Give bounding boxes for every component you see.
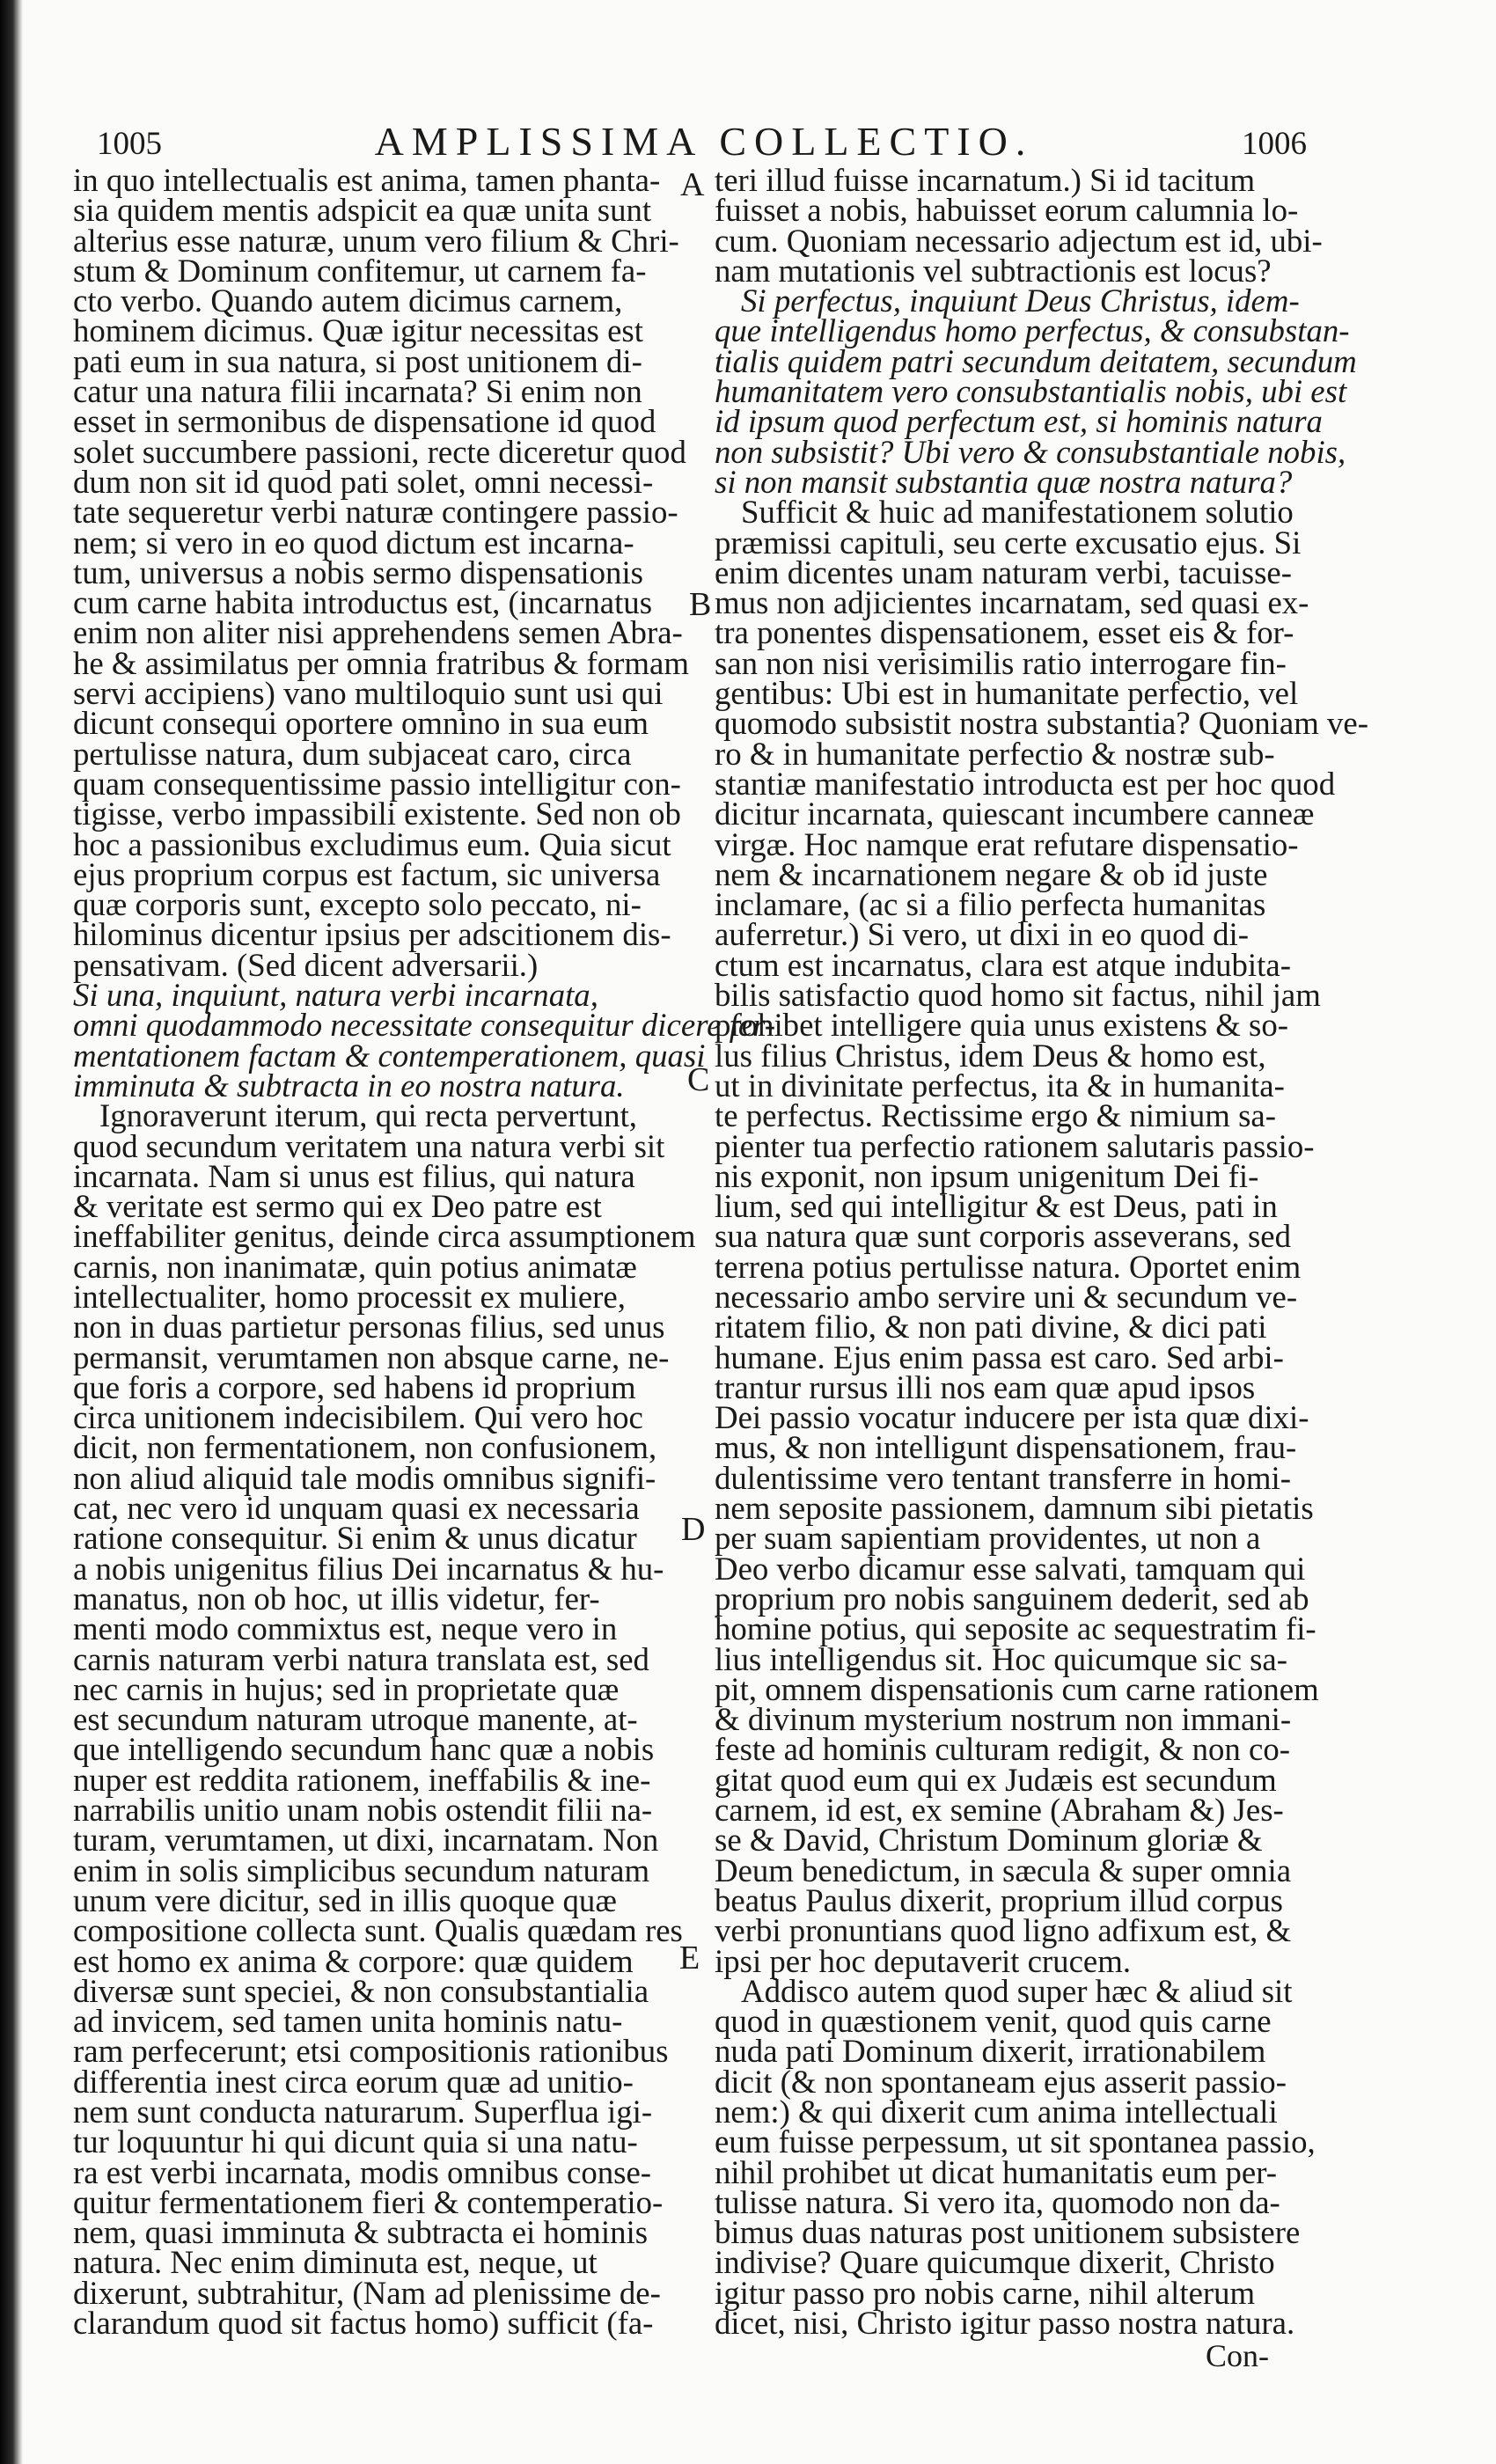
left-column-line: permansit, verumtamen non absque carne, ne- (73, 1338, 670, 1375)
left-column-line: est homo ex anima & corpore: quæ quidem (73, 1942, 634, 1979)
margin-marker-d: D (681, 1511, 706, 1548)
left-column-line: in quo intellectualis est anima, tamen phanta- (73, 162, 661, 198)
right-column-line: gitat quod eum qui ex Judæis est secundum (715, 1761, 1277, 1798)
right-column-line: terrena potius pertulisse natura. Oportet enim (715, 1248, 1302, 1285)
right-column-line: tra ponentes dispensationem, esset eis & for- (715, 614, 1294, 651)
right-column-line: que intelligendus homo perfectus, & consubstan- (715, 312, 1350, 349)
right-column-line: nem:) & qui dixerit cum anima intellectuali (715, 2094, 1278, 2130)
right-column-line: san non nisi verisimilis ratio interrogare fin- (715, 644, 1287, 681)
left-column-line: circa unitionem indecisibilem. Qui vero hoc (73, 1399, 643, 1436)
catchword: Con- (1206, 2338, 1269, 2373)
left-column-line: dicunt consequi oportere omnino in sua eum (73, 705, 649, 742)
left-column-line: intellectualiter, homo processit ex muliere, (73, 1278, 626, 1315)
left-column-line: nuper est reddita rationem, ineffabilis & ine- (73, 1761, 651, 1798)
right-column-line: proprium pro nobis sanguinem dederit, sed ab (715, 1580, 1309, 1617)
right-column-line: te perfectus. Rectissime ergo & nimium sa- (715, 1097, 1276, 1134)
right-column-line: sua natura quæ sunt corporis asseverans, sed (715, 1218, 1292, 1255)
left-column-line: narrabilis unitio unam nobis ostendit filii na- (73, 1792, 653, 1829)
right-column-line: ctum est incarnatus, clara est atque indubita- (715, 946, 1291, 983)
right-column-line: dicit (& non spontaneam ejus asserit passio- (715, 2063, 1287, 2100)
left-column-line: pertulisse natura, dum subjaceat caro, circa (73, 735, 632, 772)
right-column-line: id ipsum quod perfectum est, si hominis natura (715, 403, 1323, 440)
left-column-line: nem sunt conducta naturarum. Superflua igi- (73, 2094, 653, 2130)
left-column-line: catur una natura filii incarnata? Si enim non (73, 373, 642, 410)
right-column-line: & divinum mysterium nostrum non immani- (715, 1701, 1292, 1738)
left-column-line: nem, quasi imminuta & subtracta ei hominis (73, 2214, 649, 2251)
left-column-line: est secundum naturam utroque manente, at- (73, 1701, 638, 1738)
right-column-line: auferretur.) Si vero, ut dixi in eo quod di- (715, 916, 1250, 953)
left-column-line: clarandum quod sit factus homo) sufficit (fa- (73, 2305, 654, 2342)
left-column-line: manatus, non ob hoc, ut illis videtur, fer- (73, 1580, 600, 1617)
left-column-line: non in duas partietur personas filius, sed unus (73, 1309, 665, 1346)
right-column-line: Deum benedictum, in sæcula & super omnia (715, 1852, 1292, 1888)
left-column-line: que intelligendo secundum hanc quæ a nobis (73, 1731, 655, 1768)
left-column-line: quitur fermentationem fieri & contemperatio- (73, 2183, 664, 2220)
left-column-line: ra est verbi incarnata, modis omnibus conse- (73, 2153, 652, 2190)
right-column-line: præmissi capituli, seu certe excusatio ejus. Si (715, 524, 1302, 561)
left-column-line: menti modo commixtus est, neque vero in (73, 1610, 618, 1647)
left-column-line: dum non sit id quod pati solet, omni necessi- (73, 463, 654, 500)
left-column-line: solet succumbere passioni, recte diceretur quod (73, 433, 686, 470)
margin-marker-b: B (689, 586, 712, 623)
left-column-line: mentationem factam & contemperationem, quasi (73, 1037, 706, 1074)
left-column-line: quod secundum veritatem una natura verbi sit (73, 1127, 665, 1164)
left-column-line: carnis naturam verbi natura translata est, sed (73, 1640, 649, 1677)
left-column-line: turam, verumtamen, ut dixi, incarnatam. Non (73, 1822, 659, 1859)
right-column-line: beatus Paulus dixerit, proprium illud corpus (715, 1881, 1283, 1918)
left-column-line: hominem dicimus. Quæ igitur necessitas est (73, 312, 643, 349)
right-column-line: Sufficit & huic ad manifestationem solutio (741, 494, 1294, 531)
right-column-line: per suam sapientiam providentes, ut non a (715, 1520, 1261, 1557)
right-column-line: cum. Quoniam necessario adjectum est id, ubi- (715, 222, 1323, 259)
right-column-line: humanitatem vero consubstantialis nobis, ubi est (715, 373, 1347, 410)
right-column-line: necessario ambo servire uni & secundum ve- (715, 1278, 1298, 1315)
right-column-line: verbi pronuntians quod ligno adfixum est, & (715, 1912, 1292, 1949)
right-column-line: Addisco autem quod super hæc & aliud sit (741, 1972, 1293, 2009)
right-column-line: lius intelligendus sit. Hoc quicumque sic sa- (715, 1640, 1288, 1677)
right-column-line: carnem, id est, ex semine (Abraham &) Jes- (715, 1792, 1284, 1829)
right-column-line: nam mutationis vel subtractionis est locus? (715, 252, 1272, 289)
right-column-line: Deo verbo dicamur esse salvati, tamquam qui (715, 1550, 1306, 1587)
right-column-line: stantiæ manifestatio introducta est per hoc quod (715, 765, 1336, 802)
left-column-line: alterius esse naturæ, unum vero filium & Chri- (73, 222, 679, 259)
left-column-line: dicit, non fermentationem, non confusionem, (73, 1429, 657, 1466)
right-column-line: ro & in humanitate perfectio & nostræ sub- (715, 735, 1275, 772)
right-column-line: dulentissime vero tentant transferre in homi- (715, 1459, 1291, 1496)
left-column-line: nec carnis in hujus; sed in proprietate quæ (73, 1670, 620, 1707)
right-column-line: pienter tua perfectio rationem salutaris passio- (715, 1127, 1315, 1164)
right-column-line: ipsi per hoc deputaverit crucem. (715, 1942, 1132, 1979)
right-column-line: fuisset a nobis, habuisset eorum calumnia lo- (715, 192, 1299, 229)
left-column-line: incarnata. Nam si unus est filius, qui natura (73, 1157, 635, 1194)
right-column-line: bimus duas naturas post unitionem subsistere (715, 2214, 1301, 2251)
running-title: AMPLISSIMA COLLECTIO. (374, 119, 1034, 164)
left-column-line: tum, universus a nobis sermo dispensationis (73, 554, 643, 590)
left-column-line: compositione collecta sunt. Qualis quædam res (73, 1912, 683, 1949)
left-column-line: ram perfecerunt; etsi compositionis rationibus (73, 2033, 669, 2070)
left-column-line: carnis, non inanimatæ, quin potius animatæ (73, 1248, 637, 1285)
right-column-line: ritatem filio, & non pati divine, & dici pati (715, 1309, 1267, 1346)
right-column-line: nis exponit, non ipsum unigenitum Dei fi- (715, 1157, 1259, 1194)
left-column-line: Ignoraverunt iterum, qui recta pervertunt, (99, 1097, 637, 1134)
page-number-left: 1005 (97, 126, 162, 162)
left-column-line: natura. Nec enim diminuta est, neque, ut (73, 2244, 598, 2281)
right-column-line: dicet, nisi, Christo igitur passo nostra natura. (715, 2305, 1295, 2342)
left-column-line: tur loquuntur hi qui dicunt quia si una natu- (73, 2123, 638, 2160)
right-column-line: humane. Ejus enim passa est caro. Sed arbi- (715, 1338, 1284, 1375)
left-column-line: quam consequentissime passio intelligitur con- (73, 765, 681, 802)
right-column-line: non subsistit? Ubi vero & consubstantiale nobis, (715, 433, 1346, 470)
left-column-line: servi accipiens) vano multiloquio sunt usi qui (73, 675, 664, 712)
left-column-line: ineffabiliter genitus, deinde circa assumptionem (73, 1218, 696, 1255)
right-column-line: eum fuisse perpessum, ut sit spontanea passio, (715, 2123, 1316, 2160)
left-column-line: quæ corporis sunt, excepto solo peccato, ni- (73, 886, 642, 923)
right-column-line: nuda pati Dominum dixerit, irrationabilem (715, 2033, 1266, 2070)
right-column-line: Dei passio vocatur inducere per ista quæ dixi- (715, 1399, 1309, 1436)
left-column-line: diversæ sunt speciei, & non consubstantialia (73, 1972, 649, 2009)
right-text-column (715, 162, 1369, 2342)
left-column-line: enim non aliter nisi apprehendens semen Abra- (73, 614, 683, 651)
left-column-line: cum carne habita introductus est, (incarnatus (73, 584, 653, 621)
left-column-line: omni quodammodo necessitate consequitur dicere fer- (73, 1007, 776, 1044)
left-column-line: tigisse, verbo impassibili existente. Sed non ob (73, 796, 681, 832)
left-column-line: pensativam. (Sed dicent adversarii.) (73, 946, 539, 983)
right-column-line: teri illud fuisse incarnatum.) Si id tacitum (715, 162, 1256, 198)
margin-marker-a: A (680, 166, 705, 203)
left-column-line: dixerunt, subtrahitur, (Nam ad plenissime de- (73, 2274, 661, 2311)
right-column-line: se & David, Christum Dominum gloriæ & (715, 1822, 1263, 1859)
right-column-line: indivise? Quare quicumque dixerit, Christo (715, 2244, 1275, 2281)
right-column-line: feste ad hominis culturam redigit, & non co- (715, 1731, 1291, 1768)
margin-marker-c: C (687, 1061, 710, 1098)
right-column-line: tulisse natura. Si vero ita, quomodo non da- (715, 2183, 1280, 2220)
page-number-right: 1006 (1242, 126, 1307, 162)
right-column-line: Si perfectus, inquiunt Deus Christus, idem- (741, 282, 1300, 319)
right-column-line: nihil prohibet ut dicat humanitatis eum per- (715, 2153, 1277, 2190)
left-column-line: non aliud aliquid tale modis omnibus signifi- (73, 1459, 656, 1496)
left-column-line: differentia inest circa eorum quæ ad unitio- (73, 2063, 634, 2100)
left-column-line: enim in solis simplicibus secundum naturam (73, 1852, 650, 1888)
right-column-line: prohibet intelligere quia unus existens & so- (715, 1007, 1288, 1044)
right-column-line: trantur rursus illi nos eam quæ apud ipsos (715, 1368, 1256, 1405)
left-column-line: pati eum in sua natura, si post unitionem di- (73, 342, 642, 379)
left-column-line: que foris a corpore, sed habens id proprium (73, 1368, 636, 1405)
left-column-line: ad invicem, sed tamen unita hominis natu- (73, 2003, 623, 2040)
left-column-line: hilominus dicentur ipsius per adscitionem dis- (73, 916, 671, 953)
left-column-line: a nobis unigenitus filius Dei incarnatus & hu- (73, 1550, 664, 1587)
right-column-line: lus filius Christus, idem Deus & homo est, (715, 1037, 1266, 1074)
left-column-line: imminuta & subtracta in eo nostra natura. (73, 1067, 625, 1104)
right-column-line: tialis quidem patri secundum deitatem, secundum (715, 342, 1357, 379)
right-column-line: lium, sed qui intelligitur & est Deus, pati in (715, 1188, 1278, 1225)
left-column-line: & veritate est sermo qui ex Deo patre est (73, 1188, 602, 1225)
right-column-line: ut in divinitate perfectus, ita & in humanita- (715, 1067, 1285, 1104)
margin-marker-e: E (679, 1940, 700, 1976)
right-column-line: quod in quæstionem venit, quod quis carne (715, 2003, 1272, 2040)
scan-binding-edge (0, 0, 23, 2464)
left-column-line: cto verbo. Quando autem dicimus carnem, (73, 282, 623, 319)
right-column-line: bilis satisfactio quod homo sit factus, nihil jam (715, 977, 1321, 1014)
left-column-line: Si una, inquiunt, natura verbi incarnata, (73, 977, 598, 1014)
right-column-line: enim dicentes unam naturam verbi, tacuisse- (715, 554, 1292, 590)
right-column-line: virgæ. Hoc namque erat refutare dispensatio- (715, 825, 1299, 862)
left-column-line: ejus proprium corpus est factum, sic universa (73, 855, 661, 892)
right-column-line: nem & incarnationem negare & ob id juste (715, 855, 1268, 892)
left-column-line: tate sequeretur verbi naturæ contingere passio- (73, 494, 678, 531)
left-column-line: esset in sermonibus de dispensatione id quod (73, 403, 656, 440)
left-column-line: cat, nec vero id unquam quasi ex necessaria (73, 1490, 640, 1527)
right-column-line: quomodo subsistit nostra substantia? Quoniam ve- (715, 705, 1369, 742)
right-column-line: si non mansit substantia quæ nostra natura? (715, 463, 1293, 500)
right-column-line: gentibus: Ubi est in humanitate perfectio, vel (715, 675, 1299, 712)
right-column-line: igitur passo pro nobis carne, nihil alterum (715, 2274, 1256, 2311)
right-column-line: homine potius, qui seposite ac sequestratim fi- (715, 1610, 1316, 1647)
right-column-line: nem seposite passionem, damnum sibi pietatis (715, 1490, 1314, 1527)
left-column-line: sia quidem mentis adspicit ea quæ unita sunt (73, 192, 652, 229)
left-column-line: he & assimilatus per omnia fratribus & formam (73, 644, 690, 681)
right-column-line: dicitur incarnata, quiescant incumbere canneæ (715, 796, 1315, 832)
left-text-column (73, 162, 776, 2342)
left-column-line: unum vere dicitur, sed in illis quoque quæ (73, 1881, 617, 1918)
left-column-line: ratione consequitur. Si enim & unus dicatur (73, 1520, 637, 1557)
left-column-line: nem; si vero in eo quod dictum est incarna- (73, 524, 634, 561)
right-column-line: mus, & non intelligunt dispensationem, frau- (715, 1429, 1297, 1466)
right-column-line: inclamare, (ac si a filio perfecta humanitas (715, 886, 1266, 923)
left-column-line: hoc a passionibus excludimus eum. Quia sicut (73, 825, 671, 862)
left-column-line: stum & Dominum confitemur, ut carnem fa- (73, 252, 647, 289)
right-column-line: mus non adjicientes incarnatam, sed quasi ex- (715, 584, 1309, 621)
right-column-line: pit, omnem dispensationis cum carne rationem (715, 1670, 1319, 1707)
